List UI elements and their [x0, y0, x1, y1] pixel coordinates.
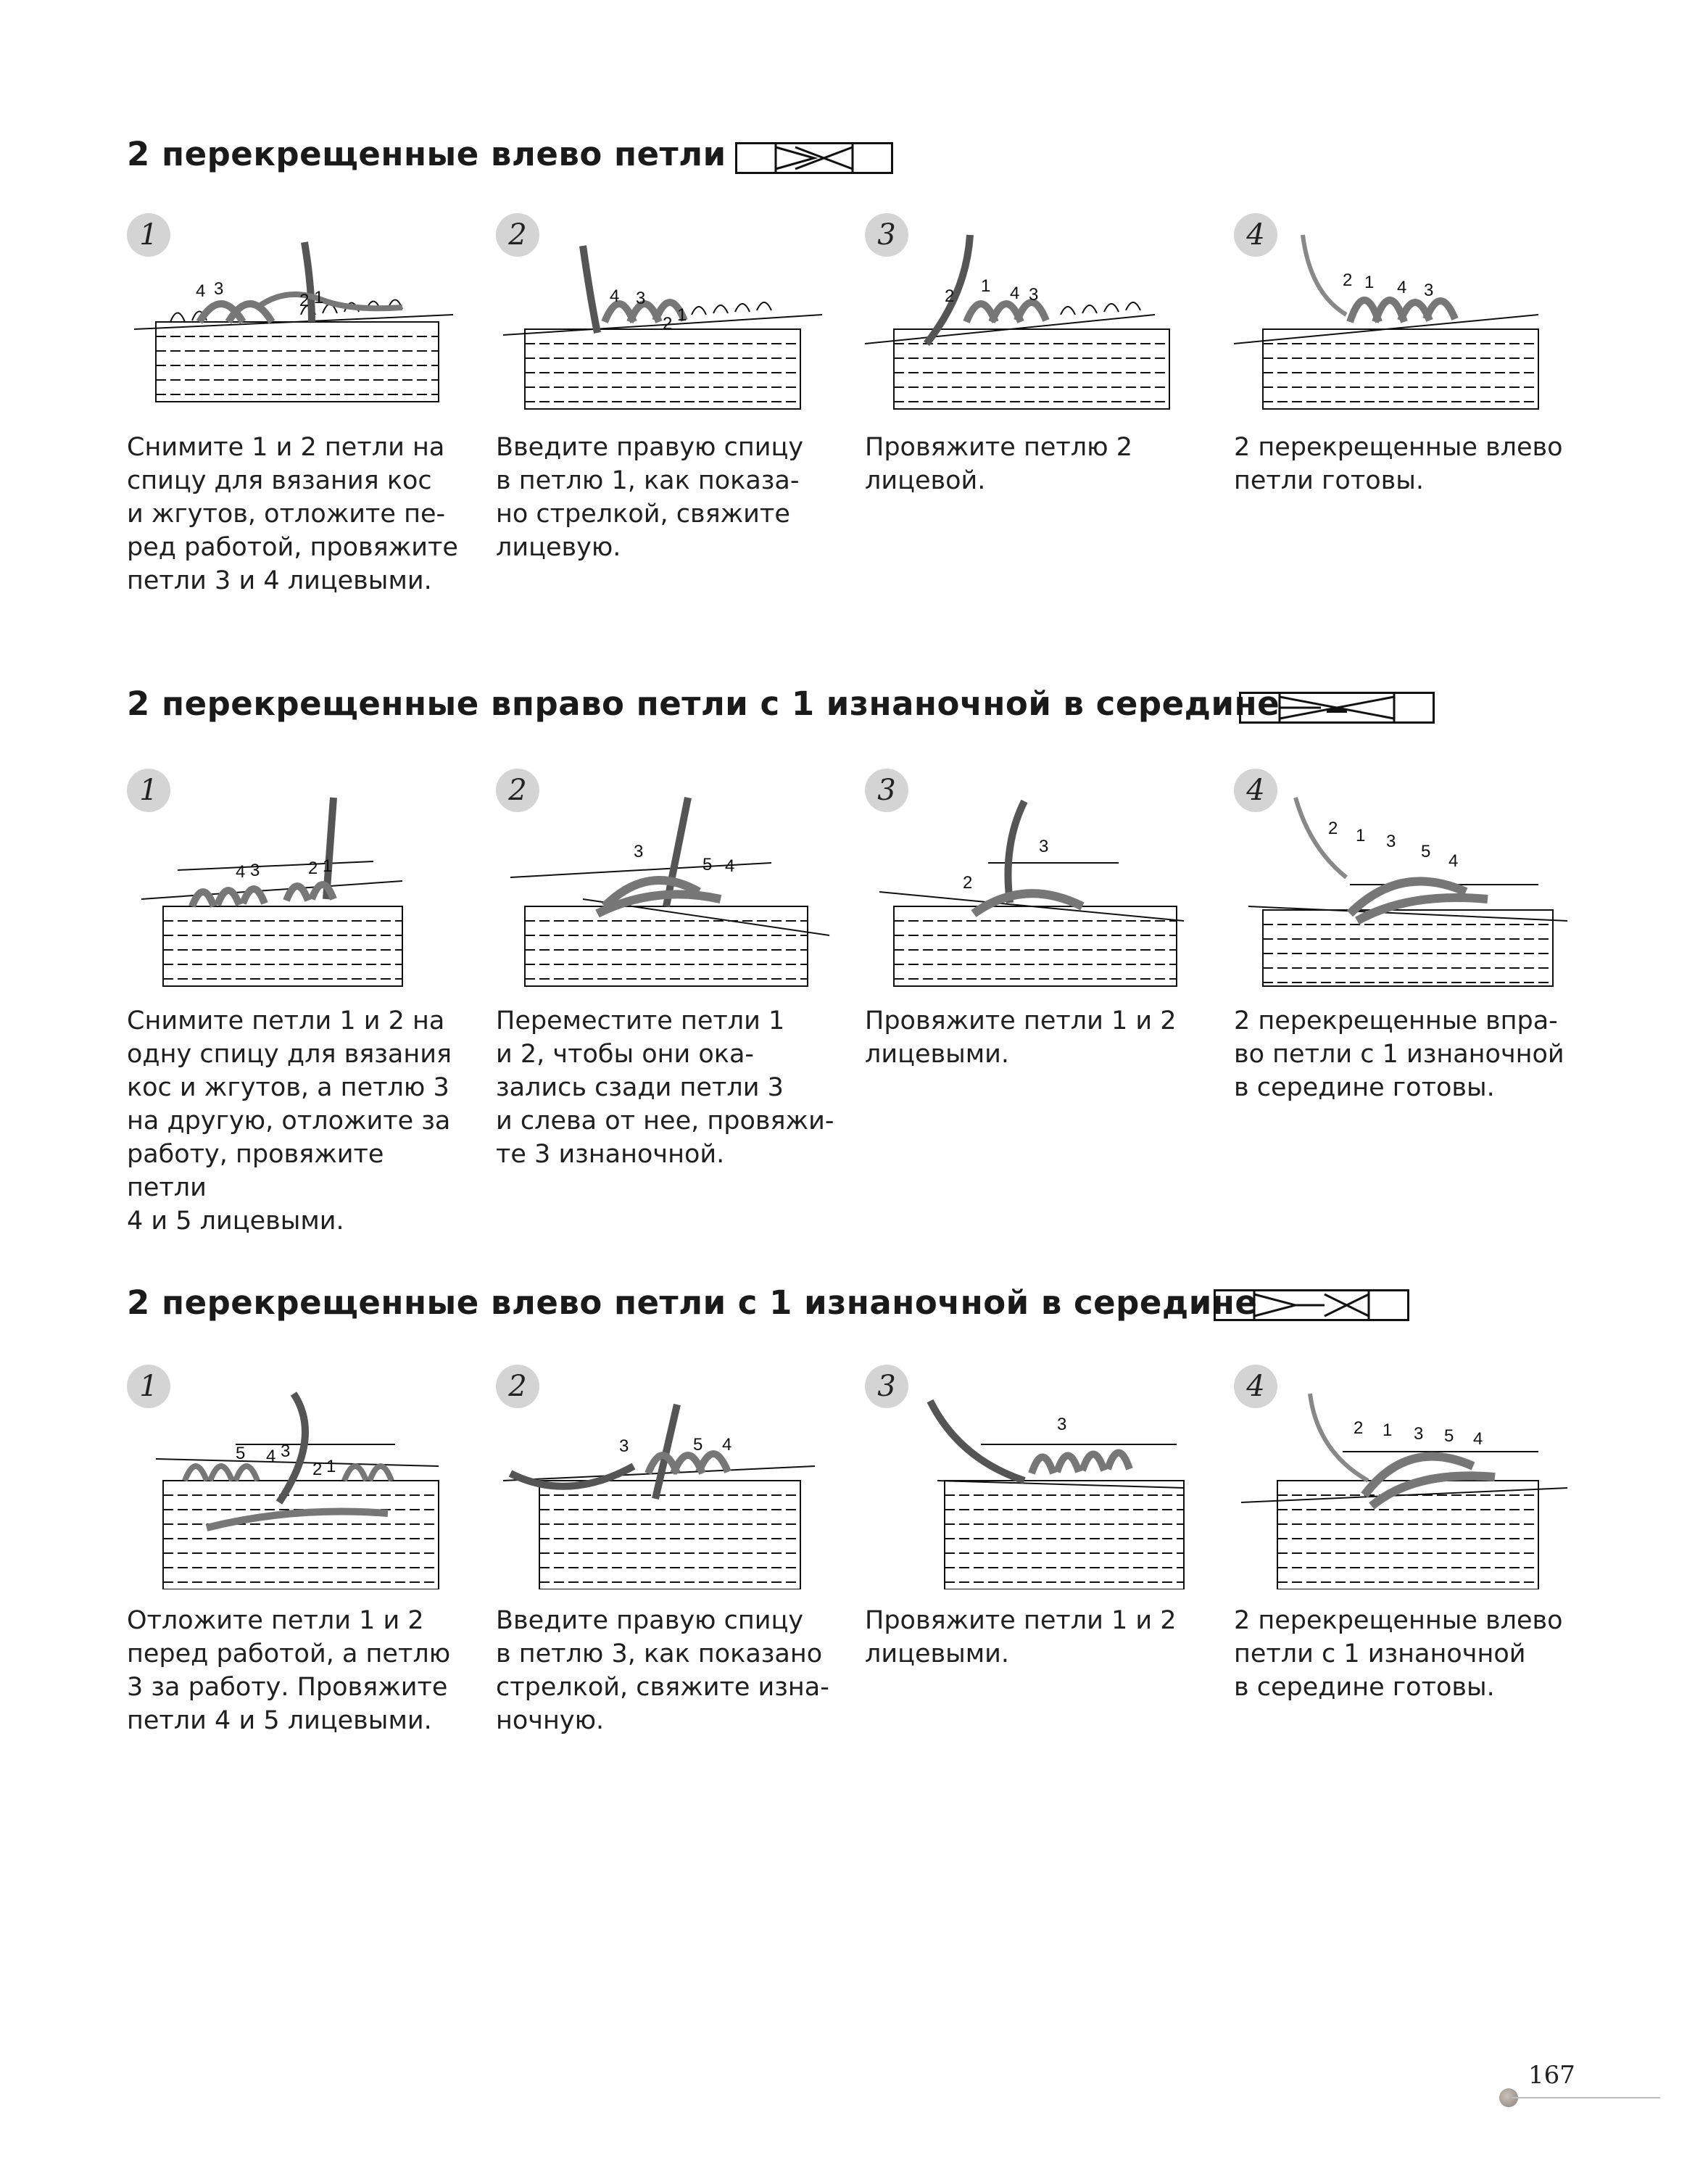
chart-symbol-icon	[735, 142, 893, 174]
loop-label: 3	[1029, 285, 1039, 305]
knitting-illustration	[127, 776, 468, 993]
knitting-illustration	[1234, 1372, 1575, 1589]
step-number-badge: 2	[496, 769, 539, 812]
page-number: 167	[1528, 2061, 1575, 2090]
loop-label: 3	[250, 861, 260, 880]
loop-label: 4	[1010, 284, 1020, 303]
step-number-badge: 3	[865, 769, 908, 812]
loop-label: 3	[1386, 832, 1396, 851]
step-number-badge: 3	[865, 1365, 908, 1408]
loop-label: 2	[1343, 270, 1353, 290]
step-number-badge: 3	[865, 213, 908, 257]
loop-label: 5	[236, 1444, 246, 1463]
loop-label: 5	[1421, 842, 1431, 861]
loop-label: 2	[308, 859, 318, 878]
step-number-badge: 1	[127, 769, 170, 812]
loop-label: 3	[1057, 1415, 1067, 1434]
step-number-badge: 1	[127, 213, 170, 257]
loop-label: 2	[299, 291, 310, 310]
knitting-illustration	[1234, 776, 1575, 993]
knitting-illustration	[496, 220, 837, 416]
section-title: 2 перекрещенные влево петли с 1 изнаночной в середине	[127, 1283, 1258, 1322]
step-number-badge: 1	[127, 1365, 170, 1408]
step-description: Провяжите петли 1 и 2 лицевыми.	[865, 1006, 1177, 1069]
knitting-illustration	[865, 776, 1206, 993]
knitting-illustration	[1234, 220, 1575, 416]
loop-label: 2	[963, 873, 973, 893]
loop-label: 1	[677, 305, 687, 325]
loop-label: 2	[312, 1460, 323, 1479]
loop-label: 4	[196, 281, 206, 301]
loop-label: 4	[725, 856, 735, 876]
step-description: Провяжите петлю 2 лицевой.	[865, 433, 1132, 495]
loop-label: 2	[1328, 819, 1338, 838]
loop-label: 4	[266, 1447, 276, 1466]
section-title: 2 перекрещенные вправо петли с 1 изнаночной в середине	[127, 684, 1280, 723]
knitting-illustration	[865, 1372, 1206, 1589]
loop-label: 1	[326, 1457, 336, 1476]
loop-label: 1	[314, 288, 324, 307]
loop-label: 5	[702, 855, 713, 874]
loop-label: 2	[663, 314, 673, 334]
loop-label: 3	[1039, 837, 1049, 856]
loop-label: 2	[945, 286, 955, 306]
knitting-illustration	[496, 776, 837, 993]
step-number-badge: 4	[1234, 213, 1277, 257]
step-description: Введите правую спицу в петлю 1, как показа- но стрелкой, свяжите лицевую.	[496, 433, 804, 562]
section-title: 2 перекрещенные влево петли	[127, 135, 726, 173]
step-number-badge: 2	[496, 213, 539, 257]
step-description: Провяжите петли 1 и 2 лицевыми.	[865, 1606, 1177, 1668]
loop-label: 1	[1364, 273, 1375, 292]
step-number-badge: 4	[1234, 1365, 1277, 1408]
step-description: 2 перекрещенные влево петли с 1 изнаночной в середине готовы.	[1234, 1606, 1563, 1702]
loop-label: 4	[610, 286, 620, 306]
loop-label: 3	[634, 842, 644, 861]
knitting-illustration	[127, 213, 468, 409]
knitting-illustration	[865, 220, 1206, 416]
loop-label: 1	[1383, 1420, 1393, 1440]
step-description: 2 перекрещенные влево петли готовы.	[1234, 433, 1563, 495]
loop-label: 4	[722, 1435, 732, 1455]
knitting-illustration	[127, 1372, 468, 1589]
loop-label: 4	[1448, 851, 1459, 871]
loop-label: 4	[236, 862, 246, 882]
step-description: Переместите петли 1 и 2, чтобы они ока- зались сзади петли 3 и слева от нее, провяжи- те 3 изнаночной.	[496, 1006, 834, 1169]
loop-label: 4	[1397, 278, 1407, 297]
loop-label: 3	[214, 279, 224, 299]
loop-label: 3	[281, 1441, 291, 1461]
step-description: Отложите петли 1 и 2 перед работой, а петлю 3 за работу. Провяжите петли 4 и 5 лицевыми.	[127, 1606, 451, 1735]
step-description: Снимите 1 и 2 петли на спицу для вязания кос и жгутов, отложите пе- ред работой, провяжите петли 3 и 4 лицевыми.	[127, 433, 458, 595]
loop-label: 1	[1356, 826, 1366, 845]
loop-label: 3	[619, 1436, 629, 1456]
step-description: Введите правую спицу в петлю 3, как показано стрелкой, свяжите изна- ночную.	[496, 1606, 829, 1735]
loop-label: 5	[1444, 1426, 1454, 1446]
step-number-badge: 2	[496, 1365, 539, 1408]
step-number-badge: 4	[1234, 769, 1277, 812]
loop-label: 3	[1414, 1424, 1424, 1444]
loop-label: 3	[1424, 281, 1434, 300]
loop-label: 3	[636, 289, 646, 308]
knitting-illustration	[496, 1372, 837, 1589]
loop-label: 5	[693, 1435, 703, 1455]
footer-divider	[1512, 2097, 1660, 2098]
loop-label: 4	[1473, 1429, 1483, 1449]
step-description: 2 перекрещенные впра- во петли с 1 изнаночной в середине готовы.	[1234, 1006, 1564, 1102]
loop-label: 1	[323, 856, 333, 876]
step-description: Снимите петли 1 и 2 на одну спицу для вязания кос и жгутов, а петлю 3 на другую, отложите за работу, провяжите петли 4 и 5 лицевыми.	[127, 1006, 452, 1236]
chart-symbol-icon	[1214, 1289, 1409, 1321]
loop-label: 1	[981, 276, 991, 296]
chart-symbol-icon	[1239, 692, 1435, 724]
loop-label: 2	[1354, 1418, 1364, 1438]
